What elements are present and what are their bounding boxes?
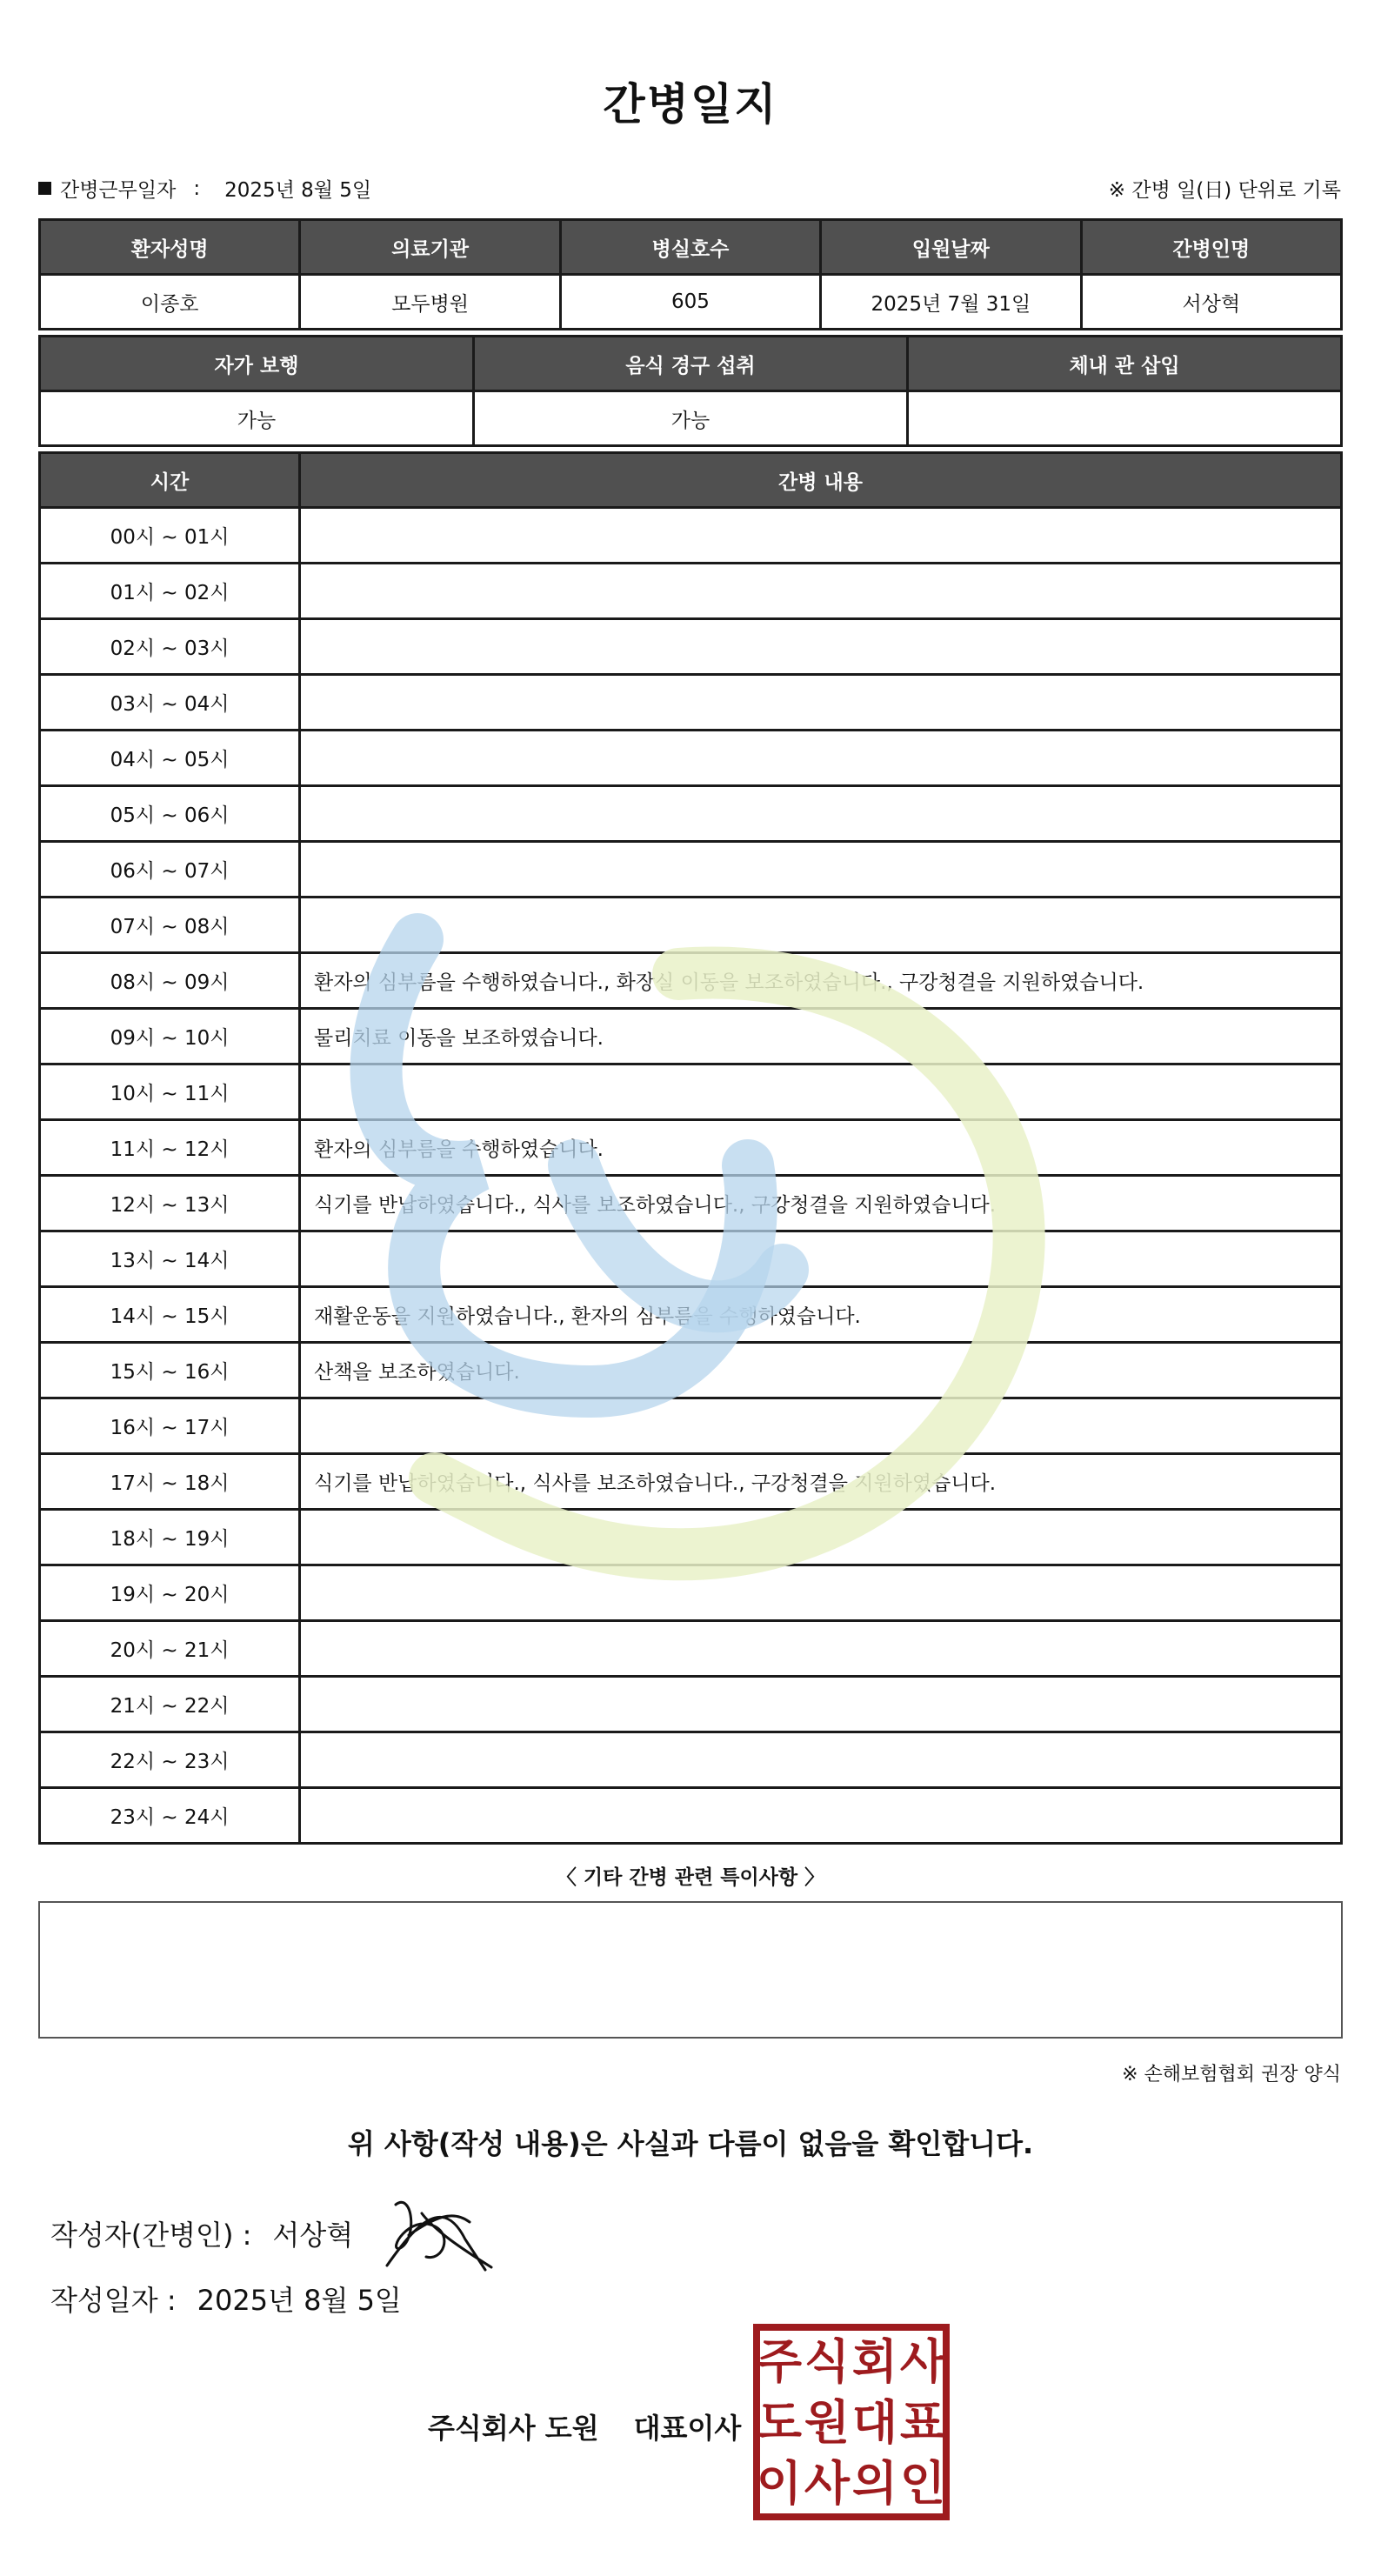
time-slot-cell: 01시 ~ 02시 — [40, 564, 300, 619]
care-content-cell: 환자의 심부름을 수행하였습니다., 화장실 이동을 보조하였습니다., 구강청결을 지원하였습니다. — [300, 953, 1342, 1009]
care-content-cell: 물리치료 이동을 보조하였습니다. — [300, 1009, 1342, 1064]
care-content-cell: 환자의 심부름을 수행하였습니다. — [300, 1120, 1342, 1176]
time-header: 시간 — [40, 453, 300, 508]
time-slot-cell: 00시 ~ 01시 — [40, 508, 300, 564]
time-slot-cell: 19시 ~ 20시 — [40, 1565, 300, 1621]
care-content-cell — [300, 564, 1342, 619]
care-log-row — [40, 786, 1342, 842]
care-log-row — [40, 731, 1342, 786]
care-log-row — [40, 1287, 1342, 1343]
care-content-cell — [300, 1510, 1342, 1565]
admission-date-header: 입원날짜 — [821, 220, 1081, 275]
seal-character: 주 — [756, 2334, 803, 2389]
care-content-cell — [300, 1398, 1342, 1454]
writer-label: 작성자(간병인) : — [50, 2219, 252, 2252]
ability-value-row — [40, 391, 1342, 446]
time-slot-cell: 14시 ~ 15시 — [40, 1287, 300, 1343]
confirmation-statement: 위 사항(작성 내용)은 사실과 다름이 없음을 확인합니다. — [347, 2127, 1034, 2160]
tube-insertion-header: 체내 관 삽입 — [908, 337, 1342, 391]
tube-insertion-value — [908, 391, 1342, 446]
time-slot-cell: 11시 ~ 12시 — [40, 1120, 300, 1176]
care-content-cell — [300, 675, 1342, 731]
care-date-row — [38, 174, 371, 203]
seal-character: 사 — [804, 2456, 851, 2511]
seal-character: 회 — [851, 2334, 898, 2389]
time-slot-cell: 15시 ~ 16시 — [40, 1343, 300, 1398]
care-content-cell — [300, 1064, 1342, 1120]
time-slot-cell: 08시 ~ 09시 — [40, 953, 300, 1009]
care-content-cell — [300, 1621, 1342, 1677]
care-log-row — [40, 619, 1342, 675]
seal-character: 의 — [851, 2456, 898, 2511]
care-log-row — [40, 1621, 1342, 1677]
time-slot-cell: 21시 ~ 22시 — [40, 1677, 300, 1732]
time-slot-cell: 06시 ~ 07시 — [40, 842, 300, 898]
hospital-value: 모두병원 — [300, 275, 560, 330]
written-date-row — [50, 2279, 402, 2319]
written-date-value: 2025년 8월 5일 — [197, 2284, 402, 2317]
care-content-cell: 재활운동을 지원하였습니다., 환자의 심부름을 수행하였습니다. — [300, 1287, 1342, 1343]
time-slot-cell: 16시 ~ 17시 — [40, 1398, 300, 1454]
caregiver-name-value: 서상혁 — [1081, 275, 1341, 330]
time-slot-cell: 13시 ~ 14시 — [40, 1231, 300, 1287]
care-content-cell — [300, 842, 1342, 898]
patient-info-table — [38, 218, 1343, 330]
self-walking-header: 자가 보행 — [40, 337, 474, 391]
admission-date-value: 2025년 7월 31일 — [821, 275, 1081, 330]
seal-character: 도 — [756, 2395, 803, 2450]
care-content-cell — [300, 1677, 1342, 1732]
care-log-row — [40, 1176, 1342, 1231]
care-log-row — [40, 508, 1342, 564]
care-log-row — [40, 1565, 1342, 1621]
writer-name: 서상혁 — [272, 2219, 354, 2252]
company-seal-stamp — [753, 2324, 950, 2520]
care-log-row — [40, 1732, 1342, 1788]
time-slot-cell: 02시 ~ 03시 — [40, 619, 300, 675]
care-date-label: 간병근무일자 — [60, 179, 177, 202]
writer-row — [50, 2213, 353, 2253]
company-signature-line — [428, 2406, 741, 2446]
daily-record-note: ※ 간병 일(日) 단위로 기록 — [1108, 179, 1341, 202]
care-content-cell — [300, 731, 1342, 786]
care-log-row — [40, 953, 1342, 1009]
seal-character: 원 — [804, 2395, 851, 2450]
time-slot-cell: 09시 ~ 10시 — [40, 1009, 300, 1064]
time-slot-cell: 18시 ~ 19시 — [40, 1510, 300, 1565]
care-log-row — [40, 1343, 1342, 1398]
company-name: 주식회사 도원 — [428, 2412, 599, 2445]
care-log-table — [38, 451, 1343, 1845]
time-slot-cell: 12시 ~ 13시 — [40, 1176, 300, 1231]
time-slot-cell: 03시 ~ 04시 — [40, 675, 300, 731]
oral-intake-value: 가능 — [474, 391, 908, 446]
patient-name-value: 이종호 — [40, 275, 300, 330]
special-notes-title: 〈 기타 간병 관련 특이사항 〉 — [556, 1866, 825, 1889]
care-log-row — [40, 898, 1342, 953]
care-log-body — [40, 508, 1342, 1844]
care-date-colon: : — [193, 177, 201, 200]
care-log-header-row — [40, 453, 1342, 508]
care-content-cell — [300, 786, 1342, 842]
care-date-value: 2025년 8월 5일 — [224, 179, 372, 202]
time-slot-cell: 07시 ~ 08시 — [40, 898, 300, 953]
oral-intake-header: 음식 경구 섭취 — [474, 337, 908, 391]
care-content-cell: 산책을 보조하였습니다. — [300, 1343, 1342, 1398]
written-date-label: 작성일자 : — [50, 2284, 177, 2317]
special-notes-box — [38, 1901, 1343, 2039]
care-log-row — [40, 675, 1342, 731]
hospital-header: 의료기관 — [300, 220, 560, 275]
seal-character: 식 — [804, 2334, 851, 2389]
patient-info-value-row — [40, 275, 1342, 330]
care-log-row — [40, 1009, 1342, 1064]
self-walking-value: 가능 — [40, 391, 474, 446]
seal-character: 사 — [899, 2334, 946, 2389]
recommended-form-note: ※ 손해보험협회 권장 양식 — [1122, 2064, 1341, 2085]
care-log-row — [40, 1454, 1342, 1510]
care-log-row — [40, 564, 1342, 619]
caregiver-name-header: 간병인명 — [1081, 220, 1341, 275]
patient-ability-table — [38, 335, 1343, 447]
care-log-row — [40, 1120, 1342, 1176]
time-slot-cell: 23시 ~ 24시 — [40, 1788, 300, 1844]
care-log-row — [40, 1064, 1342, 1120]
time-slot-cell: 20시 ~ 21시 — [40, 1621, 300, 1677]
time-slot-cell: 17시 ~ 18시 — [40, 1454, 300, 1510]
care-log-row — [40, 1788, 1342, 1844]
care-log-row — [40, 1398, 1342, 1454]
care-content-cell: 식기를 반납하였습니다., 식사를 보조하였습니다., 구강청결을 지원하였습니다. — [300, 1454, 1342, 1510]
care-log-row — [40, 1510, 1342, 1565]
care-content-header: 간병 내용 — [300, 453, 1342, 508]
time-slot-cell: 22시 ~ 23시 — [40, 1732, 300, 1788]
care-content-cell — [300, 1788, 1342, 1844]
care-log-row — [40, 842, 1342, 898]
time-slot-cell: 04시 ~ 05시 — [40, 731, 300, 786]
seal-character: 이 — [756, 2456, 803, 2511]
room-header: 병실호수 — [560, 220, 820, 275]
care-content-cell — [300, 1732, 1342, 1788]
care-log-row — [40, 1677, 1342, 1732]
seal-character: 대 — [851, 2395, 898, 2450]
representative-title: 대표이사 — [633, 2412, 742, 2445]
care-content-cell: 식기를 반납하였습니다., 식사를 보조하였습니다., 구강청결을 지원하였습니다. — [300, 1176, 1342, 1231]
ability-header-row — [40, 337, 1342, 391]
care-content-cell — [300, 1565, 1342, 1621]
handwritten-signature — [383, 2187, 496, 2274]
seal-character: 표 — [899, 2395, 946, 2450]
care-content-cell — [300, 1231, 1342, 1287]
patient-name-header: 환자성명 — [40, 220, 300, 275]
document-title: 간병일지 — [603, 79, 778, 130]
bullet-square-icon — [38, 182, 51, 195]
care-content-cell — [300, 619, 1342, 675]
care-content-cell — [300, 898, 1342, 953]
room-value: 605 — [560, 275, 820, 330]
care-content-cell — [300, 508, 1342, 564]
patient-info-header-row — [40, 220, 1342, 275]
care-log-row — [40, 1231, 1342, 1287]
seal-character: 인 — [899, 2456, 946, 2511]
time-slot-cell: 05시 ~ 06시 — [40, 786, 300, 842]
time-slot-cell: 10시 ~ 11시 — [40, 1064, 300, 1120]
